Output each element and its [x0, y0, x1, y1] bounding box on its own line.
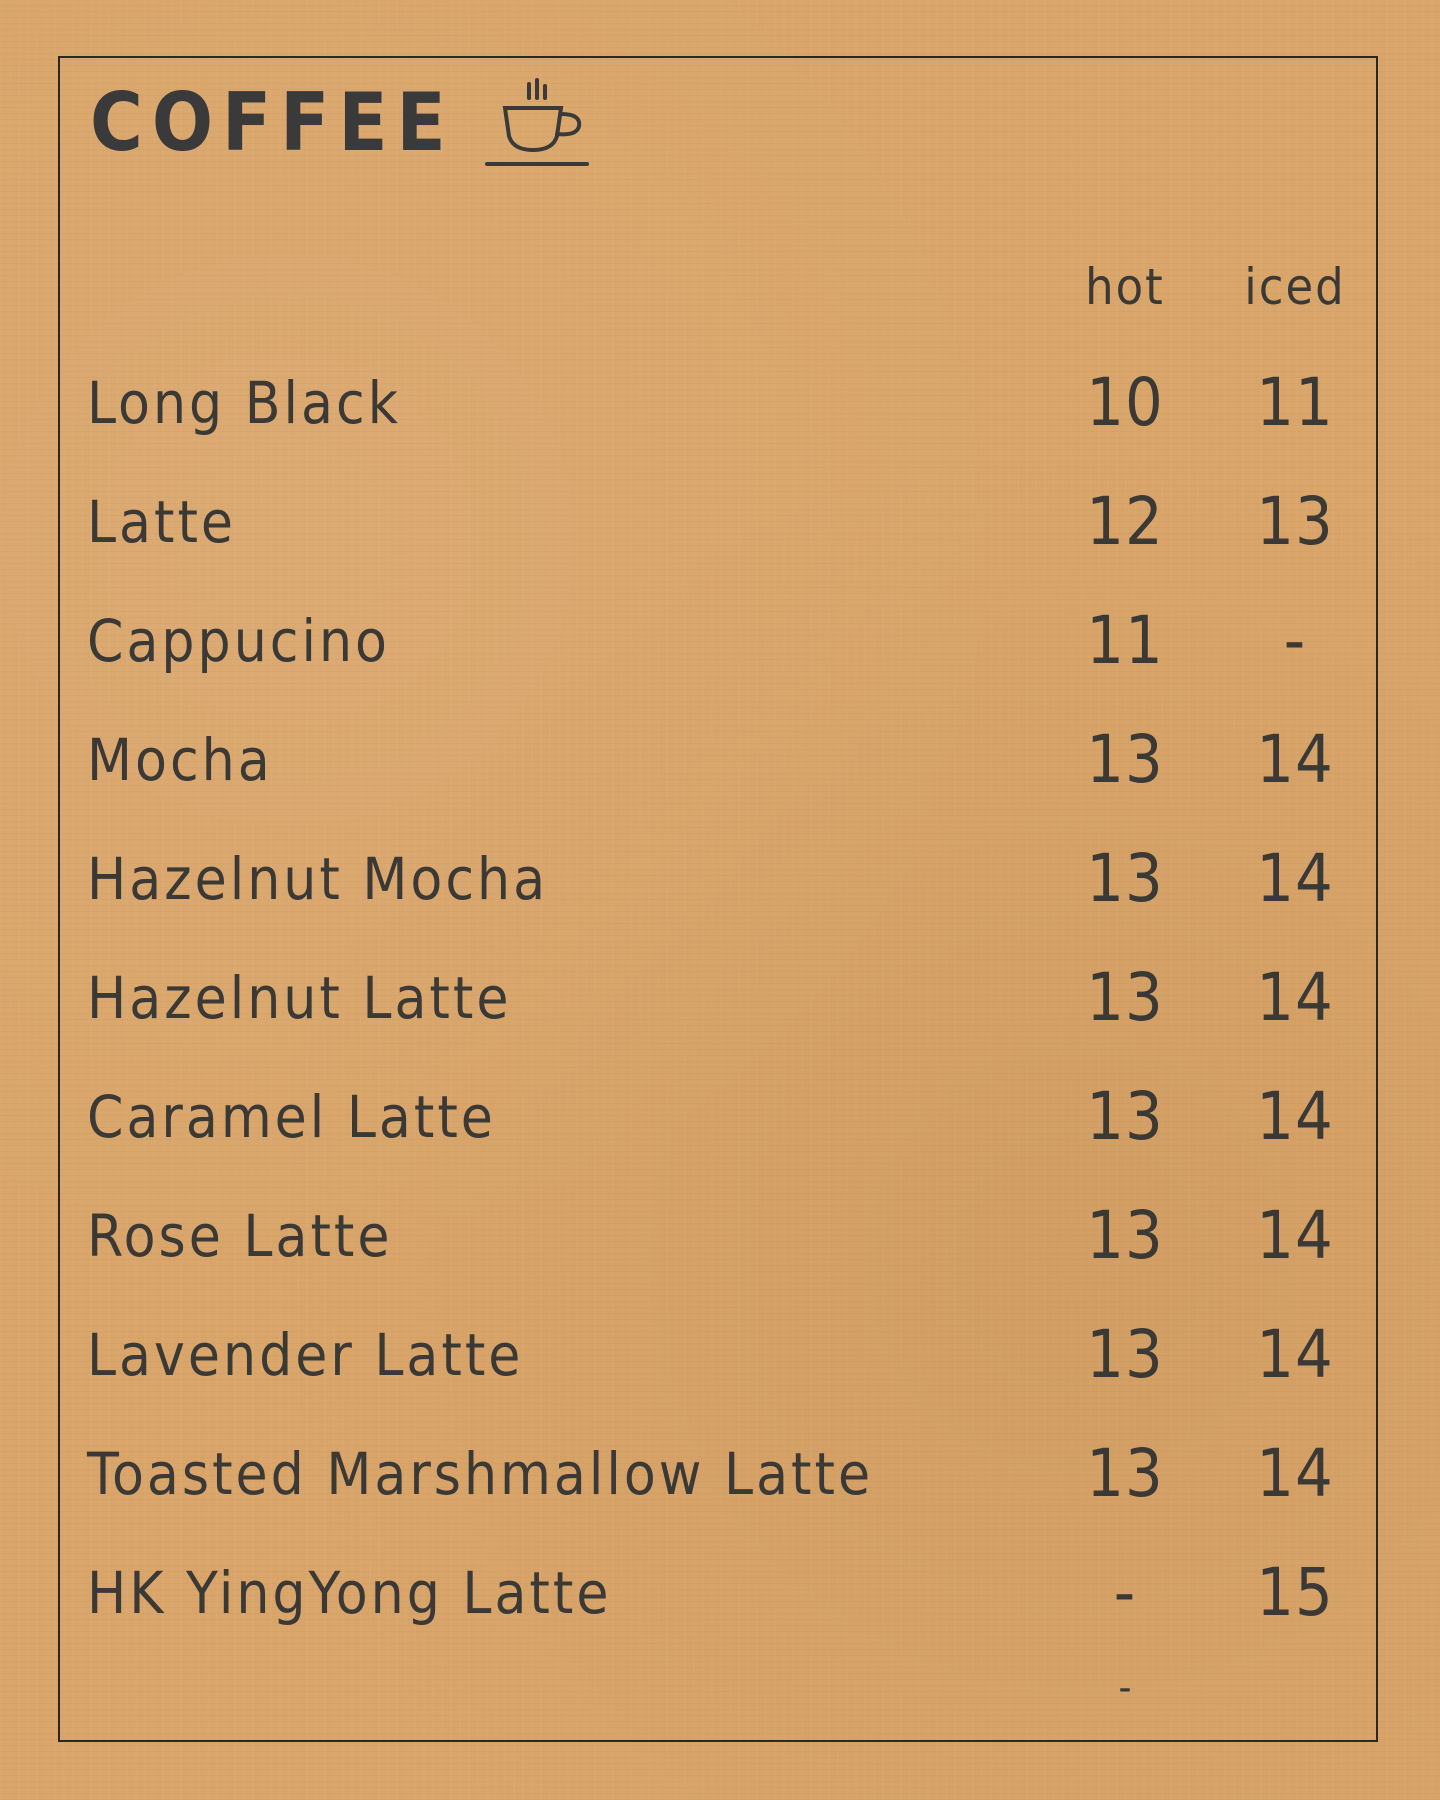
menu-row [0, 1316, 1440, 1393]
price-iced: 14 [1256, 840, 1334, 917]
item-name: HK YingYong Latte [87, 1559, 612, 1627]
menu-row [0, 1078, 1440, 1155]
menu-row [0, 602, 1440, 679]
price-hot: 10 [1086, 364, 1164, 441]
price-hot: 13 [1086, 1197, 1164, 1274]
menu-row [0, 1554, 1440, 1631]
menu-row [0, 364, 1440, 441]
price-hot: 13 [1086, 1078, 1164, 1155]
item-name: Rose Latte [87, 1202, 393, 1270]
item-name: Hazelnut Latte [87, 964, 512, 1032]
price-iced: - [1283, 602, 1307, 679]
price-iced: 14 [1256, 1316, 1334, 1393]
price-hot: 11 [1086, 602, 1164, 679]
price-iced: 14 [1256, 959, 1334, 1036]
price-iced: 14 [1256, 1197, 1334, 1274]
price-hot: 13 [1086, 840, 1164, 917]
item-name: Hazelnut Mocha [87, 845, 549, 913]
menu-row [0, 483, 1440, 560]
price-iced: 14 [1256, 1078, 1334, 1155]
price-iced: 14 [1256, 721, 1334, 798]
price-hot: 12 [1086, 483, 1164, 560]
price-hot: 13 [1086, 959, 1164, 1036]
item-name: Lavender Latte [87, 1321, 524, 1389]
column-header-hot: hot [1085, 258, 1165, 316]
item-name: Toasted Marshmallow Latte [87, 1440, 874, 1508]
price-iced: 13 [1256, 483, 1334, 560]
price-hot: 13 [1086, 721, 1164, 798]
menu-row [0, 840, 1440, 917]
item-name: Mocha [87, 726, 273, 794]
menu-row [0, 1435, 1440, 1512]
item-name: Cappucino [87, 607, 390, 675]
price-hot: 13 [1086, 1316, 1164, 1393]
price-iced: 15 [1256, 1554, 1334, 1631]
item-name: Caramel Latte [87, 1083, 496, 1151]
price-iced: 11 [1256, 364, 1334, 441]
item-name: Latte [87, 488, 237, 556]
price-hot: - [1113, 1554, 1137, 1631]
trailing-dash: - [1118, 1665, 1132, 1711]
menu-row [0, 1197, 1440, 1274]
menu-row [0, 959, 1440, 1036]
menu-title: COFFEE [90, 76, 455, 169]
price-hot: 13 [1086, 1435, 1164, 1512]
price-iced: 14 [1256, 1435, 1334, 1512]
item-name: Long Black [87, 369, 401, 437]
menu-row [0, 721, 1440, 798]
column-header-iced: iced [1244, 258, 1346, 316]
